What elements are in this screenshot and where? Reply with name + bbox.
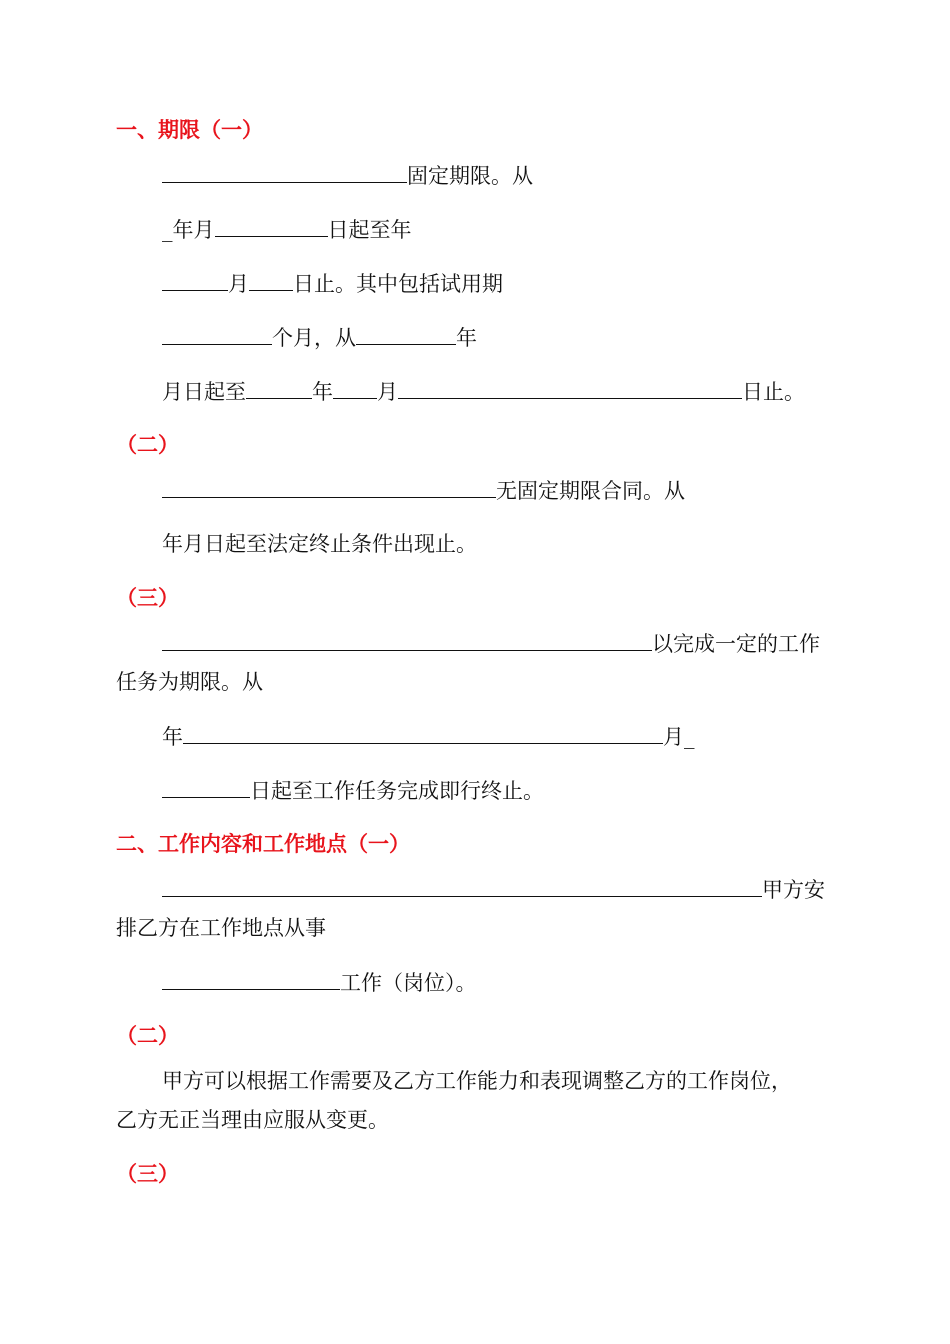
blank-line xyxy=(215,214,328,237)
paragraph-line xyxy=(162,376,805,407)
text: 工作（岗位）。 xyxy=(340,971,477,995)
text: 个月，从 xyxy=(272,326,356,350)
blank-line xyxy=(162,475,496,498)
paragraph-line xyxy=(162,721,695,752)
text: 年 xyxy=(456,326,477,350)
paragraph-line xyxy=(162,268,503,299)
paragraph-line xyxy=(162,160,533,191)
text: _年月 xyxy=(162,218,215,242)
blank-line xyxy=(246,376,312,399)
blank-line xyxy=(183,721,663,744)
blank-line xyxy=(398,376,742,399)
text: 日止。 xyxy=(742,380,805,404)
paragraph-line xyxy=(162,214,412,245)
blank-line xyxy=(162,322,272,345)
text: 年 xyxy=(312,380,333,404)
subsection-heading: （二） xyxy=(116,433,179,457)
text: 日起至年 xyxy=(327,218,412,242)
paragraph-line xyxy=(162,967,477,998)
text: 月 xyxy=(228,272,249,296)
subsection-heading: （三） xyxy=(116,1162,179,1186)
paragraph-line: 排乙方在工作地点从事 xyxy=(116,916,326,940)
paragraph-line: 乙方无正当理由应服从变更。 xyxy=(116,1108,389,1132)
paragraph-line xyxy=(162,874,825,905)
text: 日止。其中包括试用期 xyxy=(293,272,503,296)
text: 无固定期限合同。从 xyxy=(496,479,685,503)
text: 固定期限。从 xyxy=(407,164,533,188)
blank-line xyxy=(356,322,456,345)
paragraph-line: 任务为期限。从 xyxy=(116,670,263,694)
paragraph-line xyxy=(162,775,544,806)
text: 月_ xyxy=(663,725,695,749)
paragraph-line: 年月日起至法定终止条件出现止。 xyxy=(162,532,477,556)
blank-line xyxy=(162,628,652,651)
paragraph-line: 甲方可以根据工作需要及乙方工作能力和表现调整乙方的工作岗位， xyxy=(162,1069,792,1093)
blank-line xyxy=(162,268,228,291)
blank-line xyxy=(249,268,293,291)
paragraph-line xyxy=(162,322,477,353)
blank-line xyxy=(162,775,250,798)
text: 月日起至 xyxy=(162,380,246,404)
paragraph-line xyxy=(162,475,685,506)
text: 日起至工作任务完成即行终止。 xyxy=(250,779,544,803)
text: 月 xyxy=(377,380,398,404)
paragraph-line xyxy=(162,628,820,659)
blank-line xyxy=(162,874,762,897)
blank-line xyxy=(162,967,340,990)
subsection-heading: （三） xyxy=(116,586,179,610)
text: 年 xyxy=(162,725,183,749)
section-1-heading: 一、期限（一） xyxy=(116,118,263,142)
text: 甲方安 xyxy=(762,878,825,902)
blank-line xyxy=(333,376,377,399)
blank-line xyxy=(162,160,407,183)
section-2-heading: 二、工作内容和工作地点（一） xyxy=(116,832,410,856)
subsection-heading: （二） xyxy=(116,1024,179,1048)
text: 以完成一定的工作 xyxy=(652,632,820,656)
